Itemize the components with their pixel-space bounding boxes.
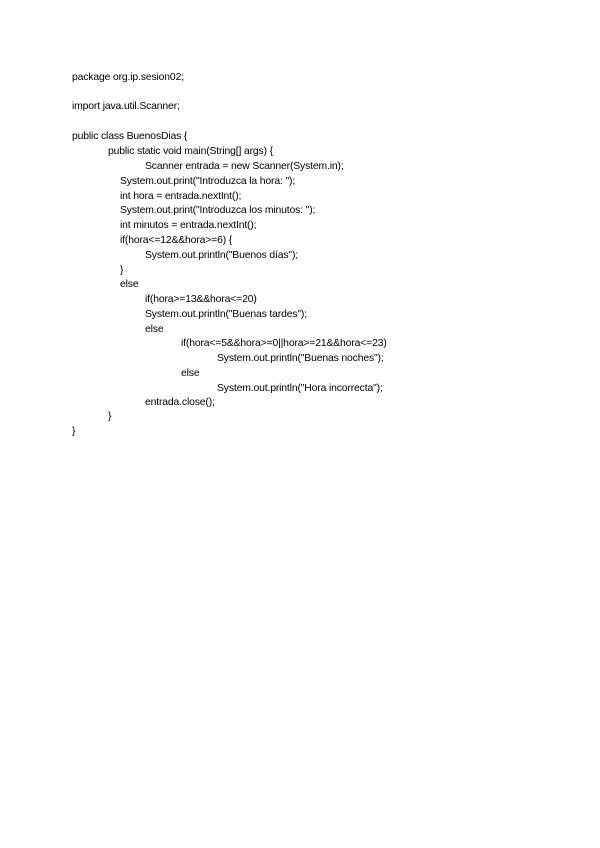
code-line: System.out.println("Buenos días");: [145, 250, 299, 261]
code-line: }: [120, 265, 124, 276]
code-line: public class BuenosDias {: [72, 131, 188, 142]
code-line: public static void main(String[] args) {: [108, 146, 273, 157]
code-line: if(hora<=5&&hora>=0||hora>=21&&hora<=23): [181, 338, 387, 349]
code-line: else: [145, 324, 164, 335]
code-line: int minutos = entrada.nextInt();: [120, 220, 257, 231]
code-line: System.out.println("Buenas noches");: [217, 353, 384, 364]
code-line: package org.ip.sesion02;: [72, 72, 184, 83]
code-line: System.out.print("Introduzca los minutos: ");: [120, 205, 316, 216]
code-line: Scanner entrada = new Scanner(System.in);: [145, 161, 344, 172]
code-line: }: [72, 426, 76, 437]
code-line: System.out.println("Hora incorrecta");: [217, 383, 383, 394]
code-line: import java.util.Scanner;: [72, 101, 180, 112]
code-line: if(hora>=13&&hora<=20): [145, 294, 257, 305]
code-line: if(hora<=12&&hora>=6) {: [120, 235, 233, 246]
code-line: entrada.close();: [145, 397, 215, 408]
code-line: System.out.print("Introduzca la hora: ");: [120, 176, 296, 187]
code-line: System.out.println("Buenas tardes");: [145, 309, 307, 320]
code-line: }: [108, 411, 112, 422]
code-line: else: [181, 368, 200, 379]
code-line: else: [120, 279, 139, 290]
code-line: int hora = entrada.nextInt();: [120, 191, 242, 202]
